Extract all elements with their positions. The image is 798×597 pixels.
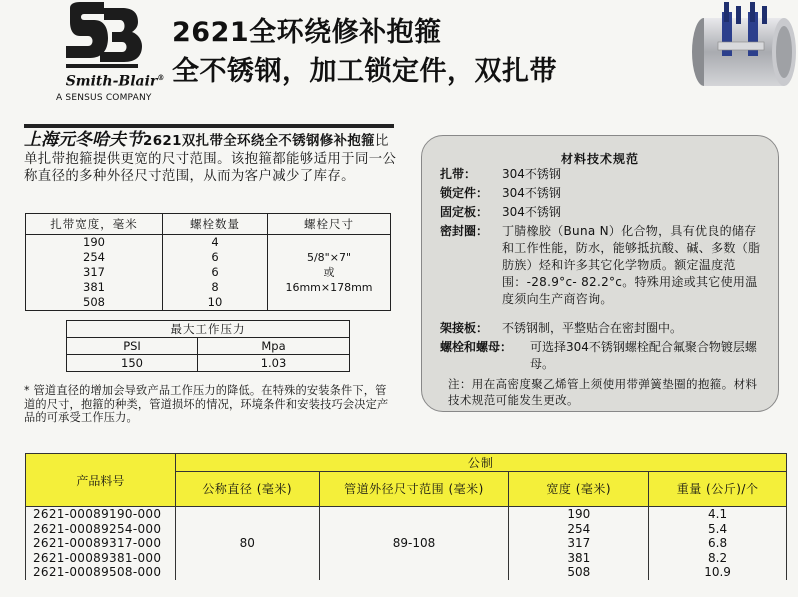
- page-subtitle: 全不锈钢，加工锁定件，双扎带: [172, 56, 557, 87]
- material-row-plate: [440, 204, 561, 221]
- pressure-table: [66, 320, 350, 372]
- part-number-cell: 2621-00089190-000: [26, 507, 176, 522]
- width-header: 宽度 (毫米): [509, 472, 649, 507]
- pressure-header-psi: PSI: [67, 338, 198, 355]
- material-row-bridge: [440, 320, 682, 337]
- material-label: 锁定件：: [440, 186, 489, 200]
- weight-cell: 8.2: [649, 551, 787, 566]
- width-cell: 254: [509, 522, 649, 537]
- weight-cell: 10.9: [649, 565, 787, 580]
- pipe-od-range-header: 管道外径尺寸范围 (毫米): [319, 472, 509, 507]
- metric-header: 公制: [175, 454, 786, 472]
- width-cell: 190: [509, 507, 649, 522]
- band-width-value: 190: [83, 235, 105, 249]
- brand-logo: [22, 2, 172, 106]
- width-cell: 508: [509, 565, 649, 580]
- material-row-bolts: [440, 339, 760, 373]
- bolt-size-imperial: 5/8"×7": [306, 251, 352, 264]
- material-label: 密封圈：: [440, 224, 489, 238]
- bolt-count-column: [163, 235, 268, 311]
- metric-product-table: [25, 453, 787, 580]
- band-width-value: 508: [83, 295, 105, 309]
- bolt-count-value: 4: [211, 235, 219, 249]
- pressure-caption: 最大工作压力: [67, 321, 350, 338]
- page-title: 2621全环绕修补抱箍: [172, 17, 442, 48]
- band-width-value: 317: [83, 265, 105, 279]
- material-value: 可选择304不锈钢螺栓配合氟聚合物镀层螺母。: [530, 340, 757, 371]
- material-row-seal-label: [440, 223, 488, 240]
- material-value: 304不锈钢: [502, 186, 561, 200]
- pressure-mpa-value: 1.03: [198, 355, 350, 372]
- nominal-diameter-header: 公称直径 (毫米): [175, 472, 319, 507]
- intro-bold-text: 2621双扎带全环绕全不锈钢修补抱箍: [143, 134, 375, 149]
- material-label: 架接板：: [440, 321, 489, 335]
- intro-text: 比单扎带抱箍提供更宽的尺寸范围。该抱箍都能够适用于同一公称直径的多种外径尺寸范围，从而为客户减少了库存。: [24, 134, 397, 184]
- pressure-header-mpa: Mpa: [198, 338, 350, 355]
- size-table: [25, 213, 391, 311]
- nominal-diameter-cell: 80: [175, 507, 319, 580]
- material-row-band: [440, 166, 561, 183]
- brand-subtitle: A SENSUS COMPANY: [56, 93, 152, 103]
- size-header-width: 扎带宽度，毫米: [26, 214, 163, 235]
- weight-header: 重量 (公斤)/个: [649, 472, 787, 507]
- material-label: 螺栓和螺母：: [440, 340, 513, 354]
- width-cell: 317: [509, 536, 649, 551]
- sb-monogram-icon: [60, 2, 142, 72]
- registered-mark: ®: [157, 73, 165, 82]
- material-value: 304不锈钢: [502, 205, 561, 219]
- pressure-footnote: * 管道直径的增加会导致产品工作压力的降低。在特殊的安装条件下，管道的尺寸，抱箍的种类，管道损坏的情况，环境条件和安装技巧会决定产品的可承受工作压力。: [24, 384, 389, 424]
- pipe-od-range-cell: 89-108: [319, 507, 509, 580]
- material-value: 不锈钢制，平整贴合在密封圈中。: [502, 321, 683, 335]
- bolt-size-cell: [268, 235, 391, 311]
- band-width-column: [26, 235, 163, 311]
- weight-cell: 5.4: [649, 522, 787, 537]
- intro-paragraph: [24, 132, 402, 186]
- part-number-cell: 2621-00089381-000: [26, 551, 176, 566]
- bolt-count-value: 10: [207, 295, 223, 309]
- materials-title: 材料技术规范: [560, 152, 639, 166]
- weight-cell: 6.8: [649, 536, 787, 551]
- bolt-size-or: 或: [323, 266, 335, 279]
- bolt-count-value: 6: [211, 250, 219, 264]
- material-value: 304不锈钢: [502, 167, 561, 181]
- materials-spec-box: [421, 135, 779, 412]
- part-number-cell: 2621-00089254-000: [26, 522, 176, 537]
- material-label: 固定板：: [440, 205, 489, 219]
- material-row-lug: [440, 185, 561, 202]
- weight-cell: 4.1: [649, 507, 787, 522]
- brand-name: Smith-Blair: [65, 73, 158, 90]
- bolt-size-metric: 16mm×178mm: [285, 281, 373, 294]
- material-label: 扎带：: [440, 167, 477, 181]
- bolt-count-value: 8: [211, 280, 219, 294]
- pressure-psi-value: 150: [67, 355, 198, 372]
- repair-clamp-image: [688, 2, 796, 90]
- part-number-header: 产品料号: [26, 454, 176, 507]
- seal-description: 丁腈橡胶（Buna N）化合物，具有优良的储存和工作性能，防水，能够抵抗酸、碱、多数（脂肪族）烃和许多其它化学物质。额定温度范围：-28.9°c- 82.2°c。特殊用途或其它使用温度须向生产商咨询。: [502, 224, 761, 306]
- heading-rule: [24, 124, 394, 128]
- part-number-cell: 2621-00089317-000: [26, 536, 176, 551]
- bolt-count-value: 6: [211, 265, 219, 279]
- table-row: [26, 507, 787, 522]
- part-number-cell: 2621-00089508-000: [26, 565, 176, 580]
- width-cell: 381: [509, 551, 649, 566]
- band-width-value: 381: [83, 280, 105, 294]
- intro-lead: 上海元冬哈夫节: [24, 130, 143, 150]
- band-width-value: 254: [83, 250, 105, 264]
- materials-note: 注：用在高密度聚乙烯管上须使用带弹簧垫圈的抱箍。材料技术规范可能发生更改。: [448, 377, 758, 407]
- size-header-bolt-size: 螺栓尺寸: [268, 214, 391, 235]
- size-header-bolt-count: 螺栓数量: [163, 214, 268, 235]
